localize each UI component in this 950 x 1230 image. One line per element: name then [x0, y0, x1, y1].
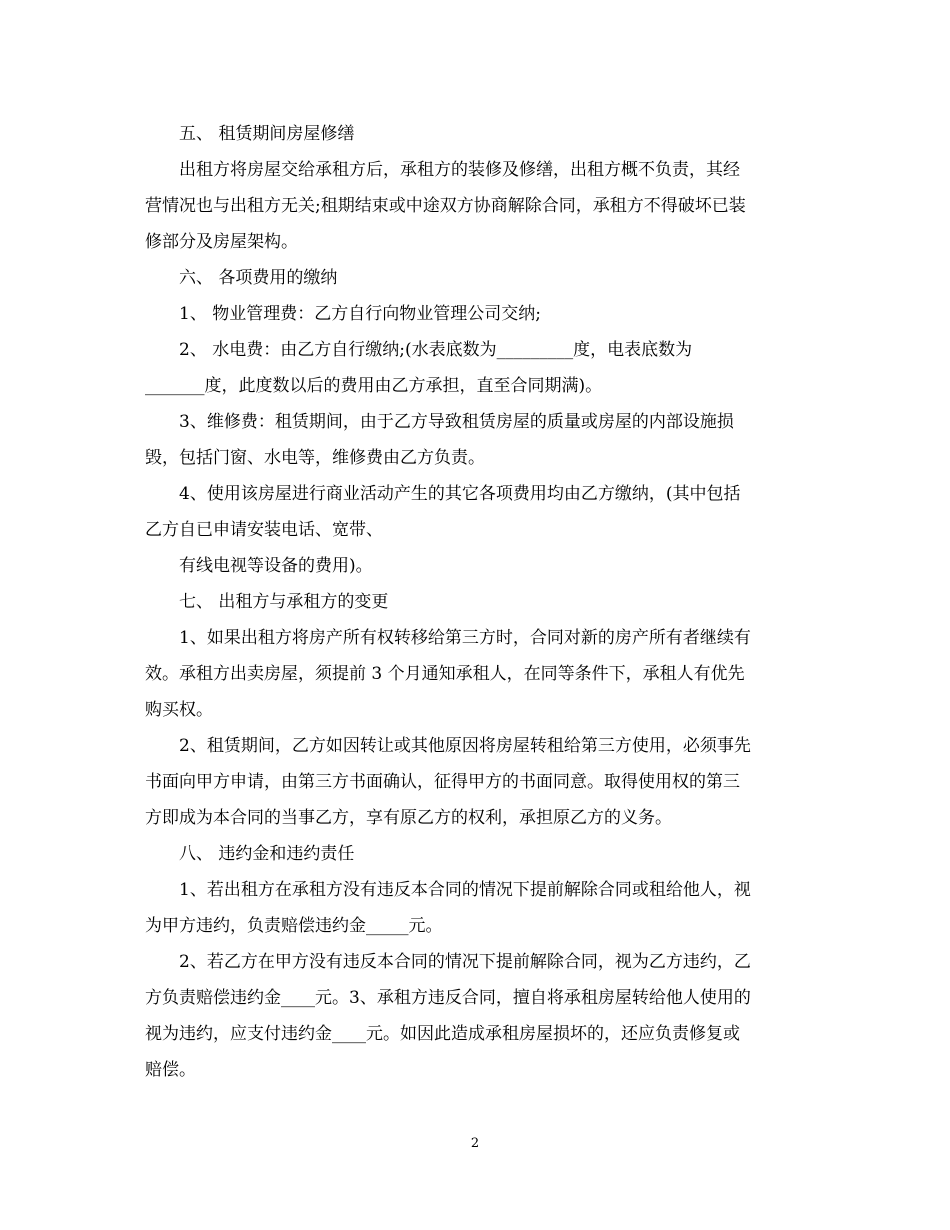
- paragraph-line: 毁，包括门窗、水电等，维修费由乙方负责。: [145, 448, 485, 468]
- paragraph-line: 修部分及房屋架构。: [145, 232, 298, 252]
- paragraph-line: 有线电视等设备的费用)。: [179, 556, 373, 576]
- paragraph-line: 3、维修费：租赁期间，由于乙方导致租赁房屋的质量或房屋的内部设施损: [179, 412, 734, 432]
- section-heading-6: 六、 各项费用的缴纳: [179, 268, 338, 288]
- paragraph-line: 1、 物业管理费：乙方自行向物业管理公司交纳;: [179, 304, 541, 324]
- paragraph-line: 营情况也与出租方无关;租期结束或中途双方协商解除合同，承租方不得破坏已装: [145, 196, 746, 216]
- paragraph-line: _______度，此度数以后的费用由乙方承担，直至合同期满)。: [145, 376, 603, 396]
- paragraph-line: 为甲方违约，负责赔偿违约金_____元。: [145, 916, 443, 936]
- paragraph-line: 出租方将房屋交给承租方后，承租方的装修及修缮，出租方概不负责，其经: [179, 160, 740, 180]
- paragraph-line: 方即成为本合同的当事乙方，享有原乙方的权利，承担原乙方的义务。: [145, 808, 672, 828]
- paragraph-line: 视为违约，应支付违约金____元。如因此造成承租房屋损坏的，还应负责修复或: [145, 1024, 740, 1044]
- paragraph-line: 方负责赔偿违约金____元。3、承租方违反合同，擅自将承租房屋转给他人使用的: [145, 988, 751, 1008]
- paragraph-line: 赔偿。: [145, 1060, 196, 1080]
- paragraph-line: 2、租赁期间，乙方如因转让或其他原因将房屋转租给第三方使用，必须事先: [179, 736, 751, 756]
- paragraph-line: 购买权。: [145, 700, 213, 720]
- page-number: 2: [470, 1136, 480, 1151]
- paragraph-line: 乙方自已申请安装电话、宽带、: [145, 520, 383, 540]
- paragraph-line: 书面向甲方申请，由第三方书面确认，征得甲方的书面同意。取得使用权的第三: [145, 772, 740, 792]
- document-body: [145, 116, 807, 1088]
- section-heading-8: 八、 违约金和违约责任: [179, 844, 355, 864]
- paragraph-line: 2、若乙方在甲方没有违反本合同的情况下提前解除合同，视为乙方违约，乙: [179, 952, 751, 972]
- paragraph-line: 1、如果出租方将房产所有权转移给第三方时，合同对新的房产所有者继续有: [179, 628, 751, 648]
- paragraph-line: 2、 水电费：由乙方自行缴纳;(水表底数为_________度，电表底数为: [179, 340, 693, 360]
- paragraph-line: 1、若出租方在承租方没有违反本合同的情况下提前解除合同或租给他人，视: [179, 880, 751, 900]
- paragraph-line: 效。承租方出卖房屋，须提前 3 个月通知承租人，在同等条件下，承租人有优先: [145, 664, 745, 684]
- section-heading-5: 五、 租赁期间房屋修缮: [179, 124, 355, 144]
- section-heading-7: 七、 出租方与承租方的变更: [179, 592, 389, 612]
- paragraph-line: 4、使用该房屋进行商业活动产生的其它各项费用均由乙方缴纳，(其中包括: [179, 484, 741, 504]
